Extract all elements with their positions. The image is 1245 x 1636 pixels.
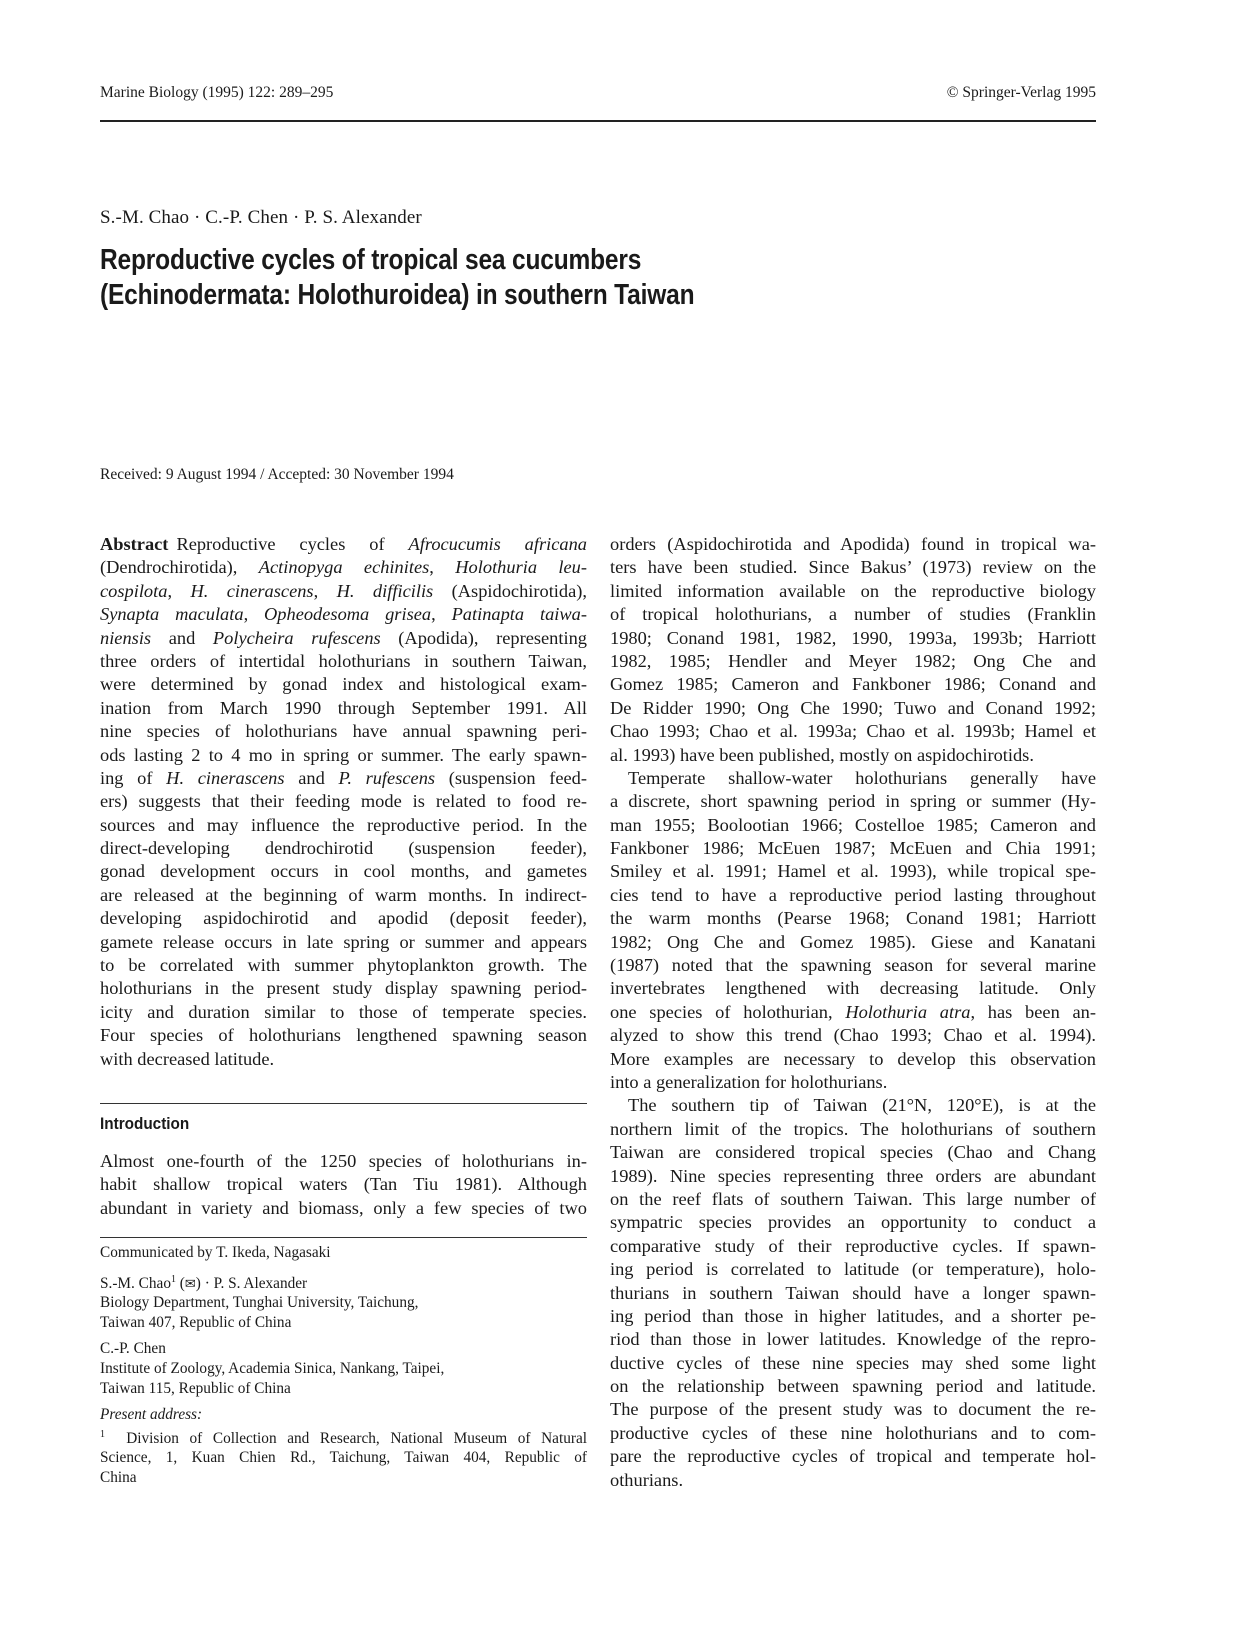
title-line: (Echinodermata: Holothuroidea) in southern Taiwan <box>100 279 695 311</box>
copyright: © Springer-Verlag 1995 <box>946 84 1096 101</box>
text-line: productive cycles of these nine holothurians and to com- <box>610 1422 1096 1443</box>
text-line: 1989). Nine species representing three orders are abundant <box>610 1165 1096 1186</box>
text-line: thurians in southern Taiwan should have a longer spawn- <box>610 1282 1096 1303</box>
text-line: Temperate shallow-water holothurians generally have <box>628 767 1096 788</box>
author-line: S.-M. Chao$^1$ (✉) · P. S. Alexander <box>100 1273 308 1292</box>
text-line: limited information available on the reproductive biology <box>610 580 1096 601</box>
text-line: direct-developing dendrochirotid (suspension feeder), <box>100 838 587 859</box>
text-line: into a generalization for holothurians. <box>610 1071 888 1092</box>
text-line: Chao 1993; Chao et al. 1993a; Chao et al. 1993b; Hamel et <box>610 721 1096 742</box>
text-line: cospilota, H. cinerascens, H. difficilis (Aspidochirotida), <box>100 580 587 601</box>
header-rule <box>100 120 1096 122</box>
envelope-icon: ✉ <box>184 1275 196 1291</box>
footnotes <box>100 1243 587 1495</box>
received-accepted-dates: Received: 9 August 1994 / Accepted: 30 November 1994 <box>100 466 454 483</box>
address-text: Division of Collection and Research, National Museum of Natural <box>126 1429 587 1447</box>
communicated-by: Communicated by T. Ikeda, Nagasaki <box>100 1244 331 1261</box>
author-list: S.-M. Chao · C.-P. Chen · P. S. Alexander <box>100 207 422 228</box>
text-line: ers) suggests that their feeding mode is related to food re- <box>100 791 587 812</box>
text-line: niensis and Polycheira rufescens (Apodida), representing <box>100 627 587 648</box>
affiliation-1 <box>100 1270 587 1333</box>
text-line: alyzed to show this trend (Chao 1993; Chao et al. 1994). <box>610 1025 1096 1046</box>
text-line: riod than those in lower latitudes. Knowledge of the repro- <box>610 1329 1096 1350</box>
text-line: The southern tip of Taiwan (21°N, 120°E), is at the <box>628 1095 1096 1116</box>
text-line: nine species of holothurians have annual spawning peri- <box>100 721 587 742</box>
section-rule <box>100 1103 587 1104</box>
text-line: gonad development occurs in cool months, and gametes <box>100 861 587 882</box>
author-name: C.-P. Chen <box>100 1340 166 1358</box>
text-line: icity and duration similar to those of temperate species. <box>100 1001 587 1022</box>
text-line: on the reef flats of southern Taiwan. This large number of <box>610 1188 1096 1209</box>
text-line: De Ridder 1990; Ong Che 1990; Tuwo and Conand 1992; <box>610 697 1096 718</box>
text-line: invertebrates lengthened with decreasing latitude. Only <box>610 978 1096 999</box>
text-line: (1987) noted that the spawning season for several marine <box>610 955 1096 976</box>
text-line: ing period than those in higher latitudes, and a shorter pe- <box>610 1305 1096 1326</box>
affiliation-line: Institute of Zoology, Academia Sinica, Nankang, Taipei, <box>100 1359 445 1377</box>
text-line: ductive cycles of these nine species may shed some light <box>610 1352 1096 1373</box>
author-name: S.-M. Chao <box>100 1274 171 1292</box>
text-line: abundant in variety and biomass, only a few species of two <box>100 1197 587 1218</box>
affiliation-line: Biology Department, Tunghai University, Taichung, <box>100 1294 419 1312</box>
text-line: were determined by gonad index and histological exam- <box>100 674 587 695</box>
abstract-label: Abstract <box>100 534 169 554</box>
text-line: Almost one-fourth of the 1250 species of holothurians in- <box>100 1151 587 1171</box>
text-line: Gomez 1985; Cameron and Fankboner 1986; Conand and <box>610 674 1096 695</box>
introduction-left-column <box>100 1150 587 1220</box>
text-line: Abstract Reproductive cycles of Afrocucumis africana <box>100 534 587 554</box>
text-line: holothurians in the present study display spawning period- <box>100 978 587 999</box>
text-line: developing aspidochirotid and apodid (deposit feeder), <box>100 908 587 929</box>
text-line: are released at the beginning of warm months. In indirect- <box>100 884 587 905</box>
text-line: comparative study of their reproductive cycles. If spawn- <box>610 1235 1096 1256</box>
affiliation-line: Taiwan 407, Republic of China <box>100 1313 292 1331</box>
text-line: ods lasting 2 to 4 mo in spring or summer. The early spawn- <box>100 744 587 765</box>
text-line: three orders of intertidal holothurians in southern Taiwan, <box>100 650 587 671</box>
introduction-heading: Introduction <box>100 1114 190 1133</box>
abstract <box>100 533 587 1071</box>
title-line: Reproductive cycles of tropical sea cucumbers <box>100 244 642 276</box>
text-line: of tropical holothurians, a number of studies (Franklin <box>610 604 1096 625</box>
text-line: al. 1993) have been published, mostly on aspidochirotids. <box>610 744 1034 765</box>
present-address-label: Present address: <box>100 1406 203 1424</box>
present-address-line: China <box>100 1468 137 1486</box>
text-line: Taiwan are considered tropical species (Chao and Chang <box>610 1142 1096 1163</box>
text-line: pare the reproductive cycles of tropical and temperate hol- <box>610 1446 1096 1467</box>
text-line: (Dendrochirotida), Actinopyga echinites, Holothuria leu- <box>100 557 588 578</box>
text-line: 1980; Conand 1981, 1982, 1990, 1993a, 1993b; Harriott <box>610 627 1096 648</box>
affiliation-line: Taiwan 115, Republic of China <box>100 1379 291 1397</box>
text-line: with decreased latitude. <box>100 1048 275 1069</box>
text-line: a discrete, short spawning period in spring or summer (Hy- <box>610 791 1096 812</box>
text-line: cies tend to have a reproductive period lasting throughout <box>610 884 1096 905</box>
introduction-right-column <box>610 533 1096 1492</box>
text-line: habit shallow tropical waters (Tan Tiu 1981). Although <box>100 1174 587 1195</box>
text-line: sympatric species provides an opportunity to conduct a <box>610 1212 1096 1233</box>
coauthor-name: · P. S. Alexander <box>200 1274 308 1292</box>
text-line: on the relationship between spawning period and latitude. <box>610 1376 1096 1397</box>
text-line: ination from March 1990 through September 1991. All <box>100 697 587 718</box>
footnote-marker: 1 <box>100 1428 105 1440</box>
article-title <box>100 243 874 313</box>
text-line: ing period is correlated to latitude (or temperature), holo- <box>610 1259 1096 1280</box>
text-line: northern limit of the tropics. The holothurians of southern <box>610 1118 1096 1139</box>
footnote-marker: 1 <box>170 1273 176 1285</box>
present-address <box>100 1405 587 1487</box>
text-line: to be correlated with summer phytoplankton growth. The <box>100 955 587 976</box>
text-line: 1982; Ong Che and Gomez 1985). Giese and Kanatani <box>610 931 1096 952</box>
affiliation-2 <box>100 1339 587 1398</box>
text-line: ters have been studied. Since Bakus’ (1973) review on the <box>610 557 1096 578</box>
text-line: orders (Aspidochirotida and Apodida) found in tropical wa- <box>610 534 1096 554</box>
text-line: man 1955; Boolootian 1966; Costelloe 1985; Cameron and <box>610 814 1096 835</box>
text-line: othurians. <box>610 1469 684 1490</box>
text-line: Synapta maculata, Opheodesoma grisea, Patinapta taiwa- <box>100 604 587 625</box>
text-line: gamete release occurs in late spring or summer and appears <box>100 931 587 952</box>
text-line: one species of holothurian, Holothuria atra, has been an- <box>610 1001 1096 1022</box>
text-line: ing of H. cinerascens and P. rufescens (suspension feed- <box>100 767 588 788</box>
text-line: 1982, 1985; Hendler and Meyer 1982; Ong Che and <box>610 650 1096 671</box>
text-line: More examples are necessary to develop this observation <box>610 1048 1096 1069</box>
text-line: Four species of holothurians lengthened spawning season <box>100 1025 587 1046</box>
text-line: Smiley et al. 1991; Hamel et al. 1993), while tropical spe- <box>610 861 1096 882</box>
text-line: sources and may influence the reproductive period. In the <box>100 814 587 835</box>
running-head <box>100 84 1096 106</box>
journal-citation: Marine Biology (1995) 122: 289–295 <box>100 84 334 101</box>
footnote-rule <box>100 1237 587 1238</box>
present-address-line <box>100 1425 587 1449</box>
text-line: The purpose of the present study was to document the re- <box>610 1399 1096 1420</box>
text-line: Fankboner 1986; McEuen 1987; McEuen and Chia 1991; <box>610 838 1096 859</box>
present-address-line: Science, 1, Kuan Chien Rd., Taichung, Taiwan 404, Republic of <box>100 1449 587 1467</box>
text-line: the warm months (Pearse 1968; Conand 1981; Harriott <box>610 908 1096 929</box>
